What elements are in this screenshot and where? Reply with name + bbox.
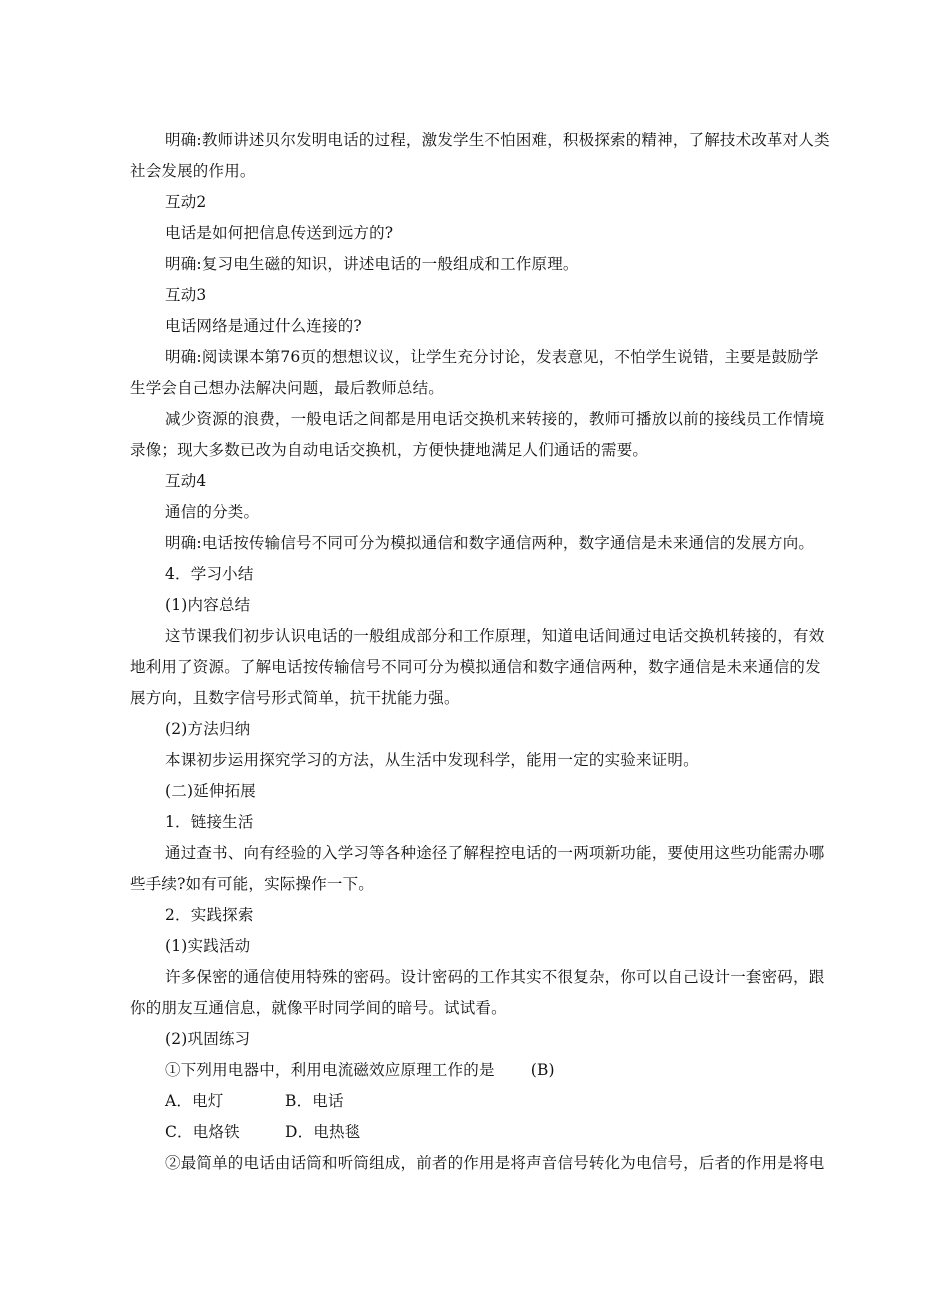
option-b: B．电话: [285, 1092, 344, 1110]
option-a: A．电灯: [165, 1092, 224, 1110]
question-1: [165, 1060, 860, 1080]
section-heading: (2)方法归纳: [165, 720, 251, 738]
section-heading: (1)实践活动: [165, 937, 251, 955]
paragraph-line: 你的朋友互通信息，就像平时同学间的暗号。试试看。: [130, 999, 507, 1017]
paragraph-line: 些手续?如有可能，实际操作一下。: [130, 875, 375, 893]
options-row-1: [165, 1091, 860, 1111]
option-c: C．电烙铁: [165, 1123, 240, 1141]
paragraph-line: 明确:阅读课本第76页的想想议议，让学生充分讨论，发表意见，不怕学生说错，主要是鼓励学: [165, 348, 819, 366]
paragraph-line: 展方向，且数字信号形式简单，抗干扰能力强。: [130, 689, 460, 707]
question-2: ②最简单的电话由话筒和听筒组成，前者的作用是将声音信号转化为电信号，后者的作用是将电: [165, 1154, 825, 1172]
paragraph-line: 电话网络是通过什么连接的?: [165, 317, 362, 335]
paragraph-line: 生学会自己想办法解决问题，最后教师总结。: [130, 379, 445, 397]
paragraph-line: 电话是如何把信息传送到远方的?: [165, 224, 394, 242]
paragraph-line: 明确:复习电生磁的知识，讲述电话的一般组成和工作原理。: [165, 255, 579, 273]
paragraph-line: 许多保密的通信使用特殊的密码。设计密码的工作其实不很复杂，你可以自己设计一套密码，跟: [165, 968, 825, 986]
paragraph-line: 地利用了资源。了解电话按传输信号不同可分为模拟通信和数字通信两种，数字通信是未来通信的发: [130, 658, 821, 676]
section-heading: (2)巩固练习: [165, 1030, 251, 1048]
paragraph-line: 通信的分类。: [165, 503, 260, 521]
options-row-2: [165, 1122, 860, 1142]
paragraph-line: 这节课我们初步认识电话的一般组成部分和工作原理，知道电话间通过电话交换机转接的，有效: [165, 627, 825, 645]
section-heading: 互动4: [165, 472, 207, 490]
section-heading: 2．实践探索: [165, 906, 254, 924]
paragraph-line: 明确:教师讲述贝尔发明电话的过程，激发学生不怕困难，积极探索的精神，了解技术改革对人类: [165, 131, 830, 149]
section-heading: (二)延伸拓展: [165, 782, 256, 800]
option-d: D．电热毯: [285, 1123, 361, 1141]
paragraph-line: 通过查书、向有经验的入学习等各种途径了解程控电话的一两项新功能，要使用这些功能需办哪: [165, 844, 825, 862]
section-heading: 4．学习小结: [165, 565, 254, 583]
section-heading: 互动3: [165, 286, 207, 304]
paragraph-line: 明确:电话按传输信号不同可分为模拟通信和数字通信两种，数字通信是未来通信的发展方向。: [165, 534, 815, 552]
question-1-text: ①下列用电器中，利用电流磁效应原理工作的是: [165, 1061, 495, 1079]
paragraph-line: 社会发展的作用。: [130, 162, 256, 180]
question-1-answer: (B): [530, 1061, 555, 1079]
paragraph-line: 本课初步运用探究学习的方法，从生活中发现科学，能用一定的实验来证明。: [165, 751, 699, 769]
paragraph-line: 减少资源的浪费，一般电话之间都是用电话交换机来转接的，教师可播放以前的接线员工作情境: [165, 410, 825, 428]
section-heading: 1．链接生活: [165, 813, 254, 831]
section-heading: 互动2: [165, 193, 207, 211]
paragraph-line: 录像；现大多数已改为自动电话交换机，方便快捷地满足人们通话的需要。: [130, 441, 649, 459]
section-heading: (1)内容总结: [165, 596, 251, 614]
